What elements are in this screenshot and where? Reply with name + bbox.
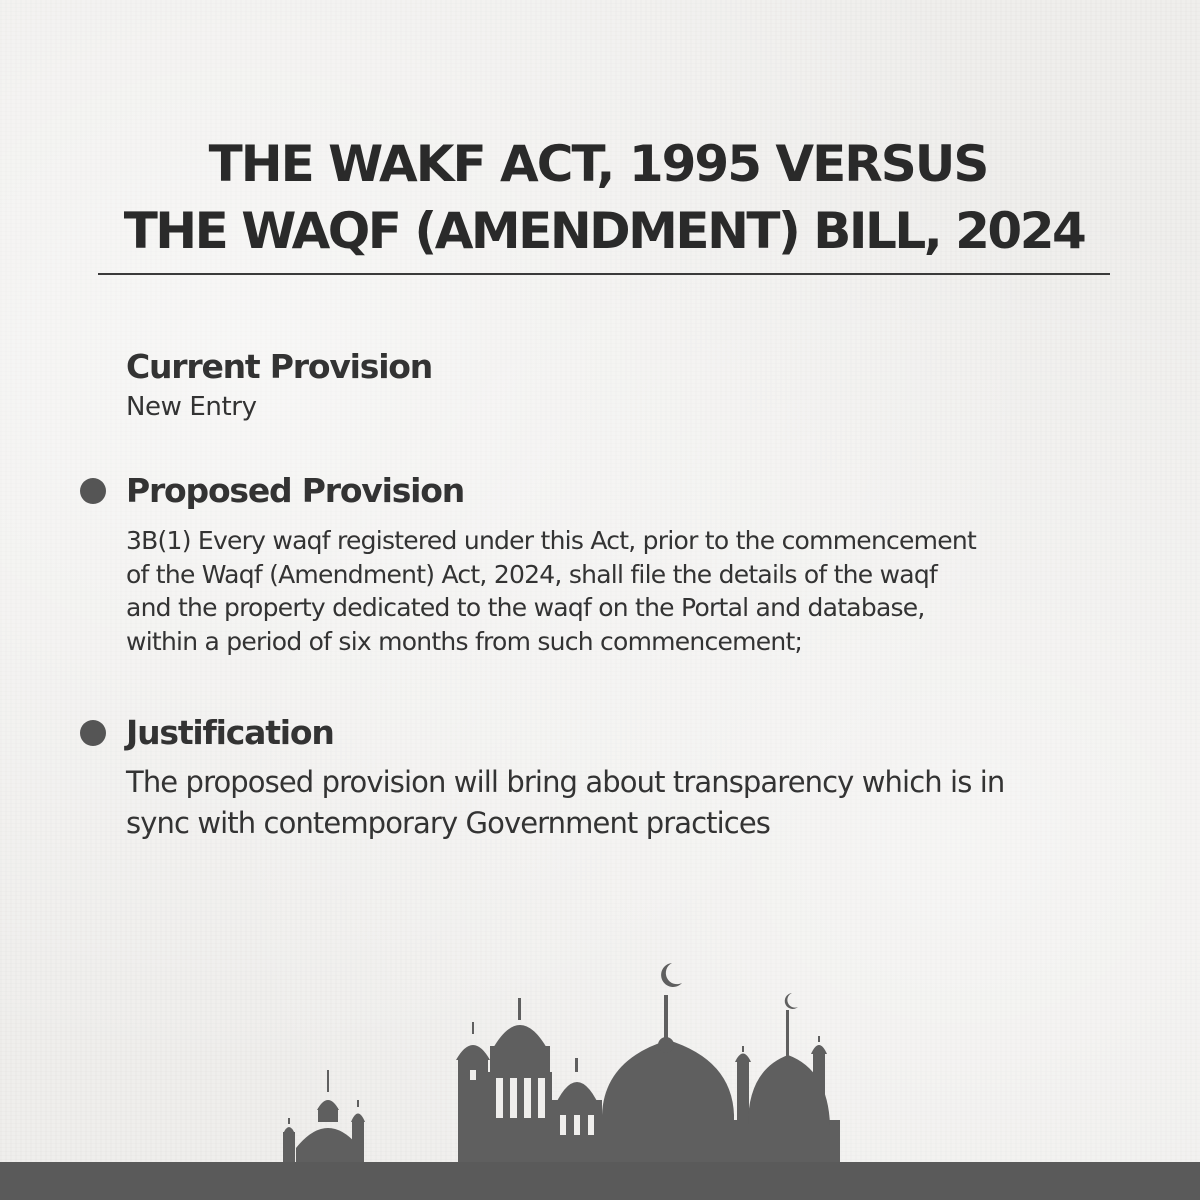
page-title [98, 132, 1110, 266]
mosque-skyline-illustration [270, 955, 850, 1170]
ground-band [0, 1162, 1200, 1200]
proposed-provision-heading: Proposed Provision [126, 471, 465, 510]
proposed-provision-line: of the Waqf (Amendment) Act, 2024, shall file the details of the waqf [126, 559, 938, 589]
justification-line: sync with contemporary Government practices [126, 806, 770, 840]
proposed-provision-line: and the property dedicated to the waqf on the Portal and database, [126, 593, 925, 622]
bullet-icon [80, 720, 106, 746]
current-provision-heading: Current Provision [126, 347, 433, 386]
title-line-1: THE WAKF ACT, 1995 VERSUS [208, 135, 988, 193]
proposed-provision-line: 3B(1) Every waqf registered under this Act, prior to the commencement [126, 526, 977, 555]
justification-section [126, 712, 1146, 844]
current-provision-section [126, 346, 1146, 426]
bullet-icon [80, 478, 106, 504]
justification-heading: Justification [126, 713, 334, 752]
proposed-provision-line: within a period of six months from such commencement; [126, 626, 803, 656]
current-provision-text: New Entry [126, 392, 257, 422]
proposed-provision-section [126, 470, 1146, 658]
proposed-provision-text [126, 524, 1146, 658]
justification-line: The proposed provision will bring about transparency which is in [126, 765, 1005, 799]
title-underline [98, 273, 1110, 275]
justification-text [126, 762, 1146, 844]
title-line-2: THE WAQF (AMENDMENT) BILL, 2024 [123, 202, 1085, 260]
